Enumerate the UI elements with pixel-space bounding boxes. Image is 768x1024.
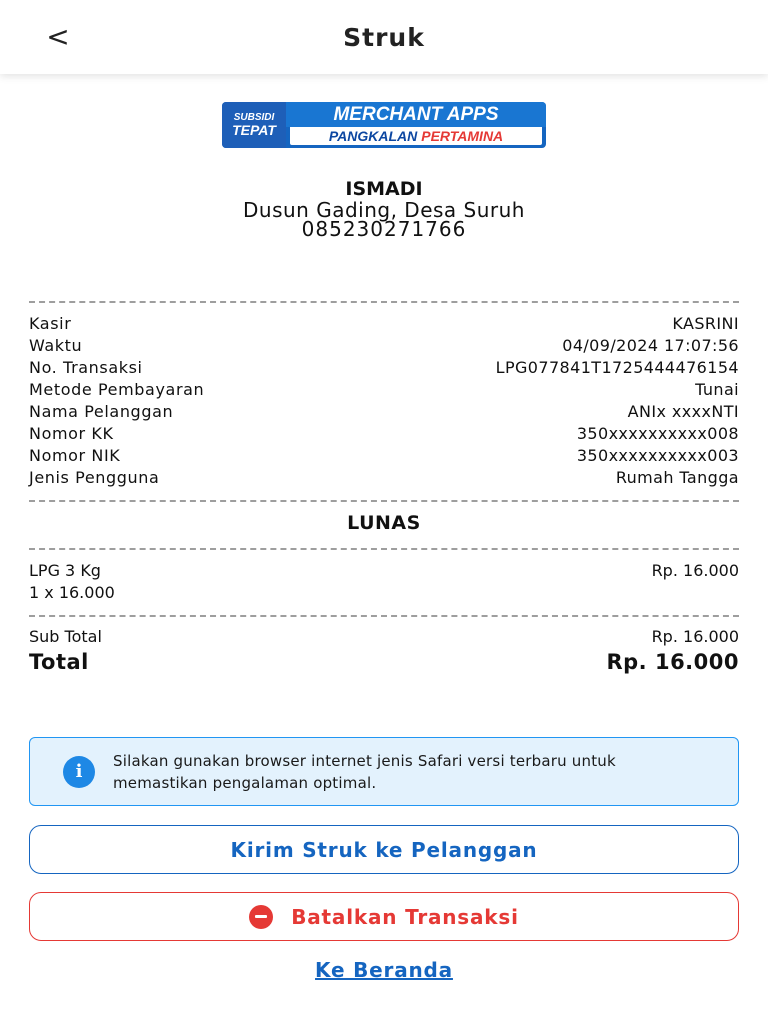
detail-row <box>29 357 739 379</box>
total-value: Rp. 16.000 <box>606 650 739 674</box>
line-item <box>29 560 739 604</box>
detail-value: KASRINI <box>672 314 739 333</box>
receipt-details <box>29 313 739 489</box>
detail-label: Nomor KK <box>29 424 114 443</box>
divider <box>29 500 739 502</box>
detail-row <box>29 445 739 467</box>
logo-wordmark <box>286 102 546 148</box>
page-title: Struk <box>343 22 425 52</box>
logo-title: MERCHANT APPS <box>286 102 546 127</box>
info-icon: i <box>63 756 95 788</box>
app-header <box>0 0 768 74</box>
logo-badge <box>222 102 286 148</box>
detail-label: Jenis Pengguna <box>29 468 160 487</box>
detail-label: Nama Pelanggan <box>29 402 174 421</box>
home-link[interactable]: Ke Beranda <box>315 958 453 982</box>
store-phone: 085230271766 <box>301 217 467 241</box>
detail-label: Waktu <box>29 336 83 355</box>
store-address: Dusun Gading, Desa Suruh <box>243 198 525 222</box>
total-label: Total <box>29 650 89 674</box>
store-name: ISMADI <box>345 178 423 200</box>
detail-value: 350xxxxxxxxxx003 <box>576 446 739 465</box>
divider <box>29 301 739 303</box>
subtotal-value: Rp. 16.000 <box>651 627 739 646</box>
logo-subtitle <box>290 127 542 145</box>
detail-value: Rumah Tangga <box>615 468 739 487</box>
logo-badge-line2: TEPAT <box>232 122 276 138</box>
detail-value: Tunai <box>695 380 739 399</box>
detail-label: Kasir <box>29 314 72 333</box>
subtotal-label: Sub Total <box>29 627 102 646</box>
detail-value: 04/09/2024 17:07:56 <box>562 336 739 355</box>
logo-badge-line1: SUBSIDI <box>233 112 275 123</box>
detail-label: Nomor NIK <box>29 446 121 465</box>
detail-value: 350xxxxxxxxxx008 <box>576 424 739 443</box>
detail-row <box>29 401 739 423</box>
cancel-transaction-button[interactable] <box>29 892 739 941</box>
detail-label: No. Transaksi <box>29 358 143 377</box>
detail-value: LPG077841T1725444476154 <box>495 358 739 377</box>
cancel-transaction-label: Batalkan Transaksi <box>291 904 519 929</box>
logo-subtitle-blue: PANGKALAN <box>328 128 418 144</box>
info-banner <box>29 737 739 806</box>
detail-value: ANIx xxxxNTI <box>627 402 739 421</box>
minus-circle-icon <box>249 905 273 929</box>
detail-row <box>29 423 739 445</box>
divider <box>29 615 739 617</box>
item-name: LPG 3 Kg <box>29 561 101 580</box>
back-button[interactable] <box>40 18 76 54</box>
item-qty: 1 x 16.000 <box>29 583 115 602</box>
divider <box>29 548 739 550</box>
detail-row <box>29 467 739 489</box>
store-info <box>0 178 768 241</box>
info-text: Silakan gunakan browser internet jenis Safari versi terbaru untuk memastikan pengalaman optimal. <box>113 751 616 792</box>
detail-row <box>29 313 739 335</box>
logo-subtitle-red: PERTAMINA <box>421 128 504 144</box>
detail-row <box>29 335 739 357</box>
detail-label: Metode Pembayaran <box>29 380 205 399</box>
send-receipt-button[interactable] <box>29 825 739 874</box>
totals <box>29 626 739 676</box>
send-receipt-label: Kirim Struk ke Pelanggan <box>230 837 538 862</box>
chevron-left-icon: < <box>46 19 70 53</box>
payment-status: LUNAS <box>347 512 421 534</box>
detail-row <box>29 379 739 401</box>
merchant-apps-logo <box>222 102 546 148</box>
item-price: Rp. 16.000 <box>651 561 739 580</box>
